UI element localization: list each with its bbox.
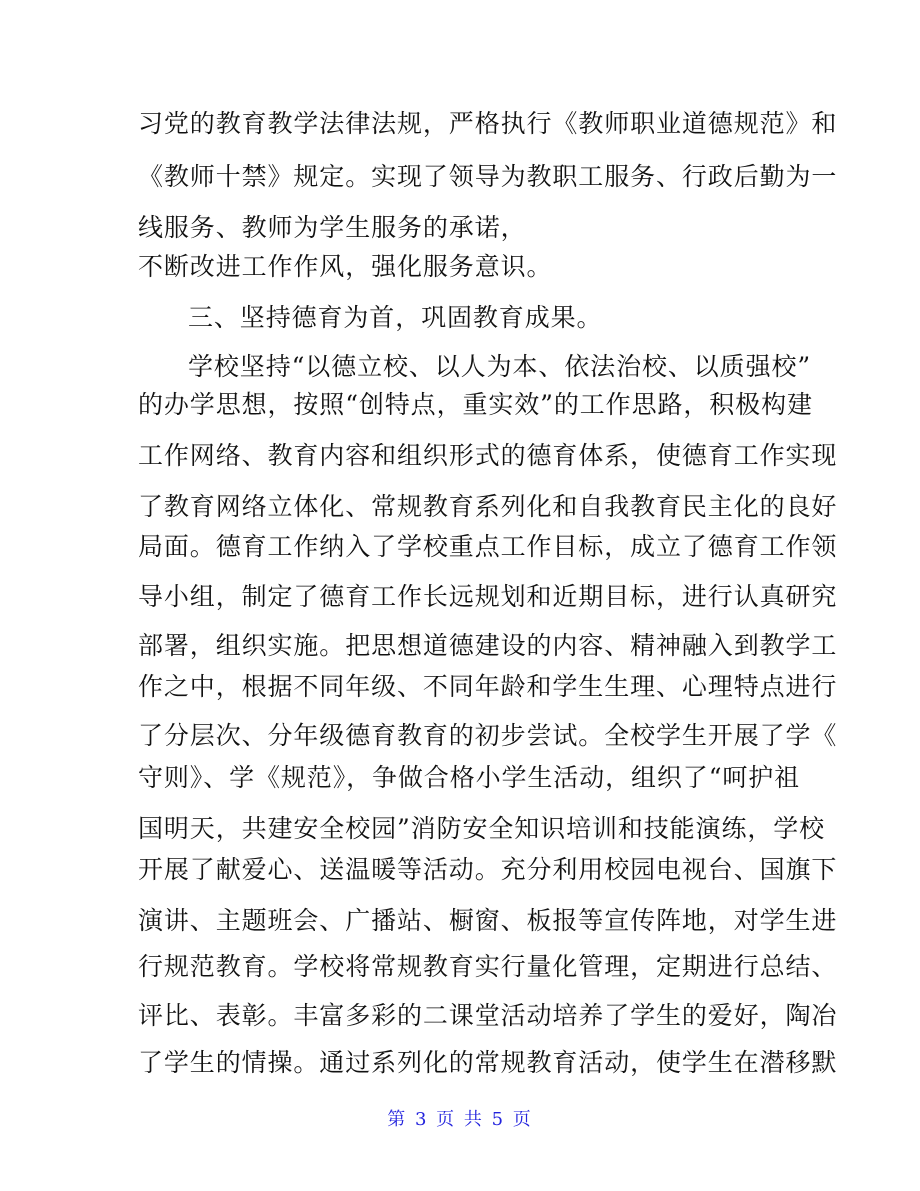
section-heading: 三、坚持德育为首，巩固教育成果。 [188, 303, 603, 332]
text-line: 学校坚持“以德立校、以人为本、依法治校、以质强校” [188, 352, 812, 381]
text-line: 习党的教育教学法律法规，严格执行《教师职业道德规范》和 [138, 109, 838, 138]
text-line: 不断改进工作作风，强化服务意识。 [138, 252, 553, 281]
text-line: 评比、表彰。丰富多彩的二课堂活动培养了学生的爱好，陶冶 [138, 1001, 838, 1030]
text-line: 国明天，共建安全校园”消防安全知识培训和技能演练，学校 [138, 814, 826, 843]
text-line: 的办学思想，按照“创特点，重实效”的工作思路，积极构建 [138, 390, 813, 419]
text-line: 《教师十禁》规定。实现了领导为教职工服务、行政后勤为一 [138, 162, 838, 191]
text-line: 了教育网络立体化、常规教育系列化和自我教育民主化的良好 [138, 492, 838, 521]
text-line: 工作网络、教育内容和组织形式的德育体系，使德育工作实现 [138, 441, 838, 470]
text-line: 守则》、学《规范》，争做合格小学生活动，组织了“呵护祖 [138, 763, 801, 792]
text-line: 行规范教育。学校将常规教育实行量化管理，定期进行总结、 [138, 952, 838, 981]
text-line: 了分层次、分年级德育教育的初步尝试。全校学生开展了学《 [138, 721, 838, 750]
page-number-footer: 第 3 页 共 5 页 [387, 1109, 533, 1130]
text-line: 部署，组织实施。把思想道德建设的内容、精神融入到教学工 [138, 631, 838, 660]
text-line: 演讲、主题班会、广播站、橱窗、板报等宣传阵地，对学生进 [138, 906, 838, 935]
text-line: 导小组，制定了德育工作长远规划和近期目标，进行认真研究 [138, 582, 838, 611]
text-line: 了学生的情操。通过系列化的常规教育活动，使学生在潜移默 [138, 1048, 838, 1077]
text-line: 线服务、教师为学生服务的承诺， [138, 213, 527, 242]
text-line: 作之中，根据不同年级、不同年龄和学生生理、心理特点进行 [138, 672, 838, 701]
text-line: 局面。德育工作纳入了学校重点工作目标，成立了德育工作领 [138, 532, 838, 561]
text-line: 开展了献爱心、送温暖等活动。充分利用校园电视台、国旗下 [138, 855, 838, 884]
